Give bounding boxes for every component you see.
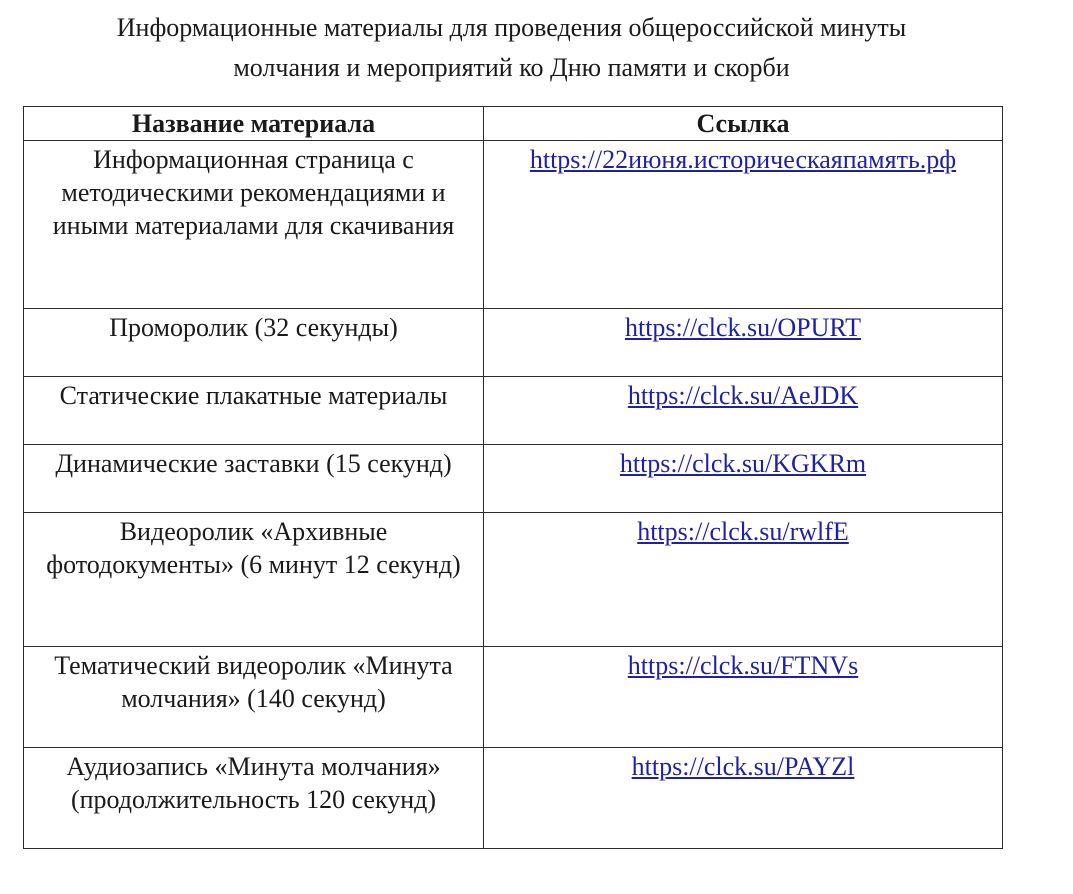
material-link[interactable]: https://22июня.историческаяпамять.рф xyxy=(529,145,957,174)
material-name-cell xyxy=(24,377,484,445)
document-title-line-1: Информационные материалы для проведения общероссийской минуты xyxy=(116,13,907,42)
material-name-cell xyxy=(24,748,484,849)
table-row xyxy=(24,647,1003,748)
material-link[interactable]: https://clck.su/FTNVs xyxy=(627,651,859,680)
header-link: Ссылка xyxy=(484,107,1003,141)
material-link[interactable]: https://clck.su/AeJDK xyxy=(627,381,859,410)
material-name-cell xyxy=(24,445,484,513)
material-link[interactable]: https://clck.su/OPURT xyxy=(624,313,862,342)
material-link-cell xyxy=(484,513,1003,647)
material-name: Тематический видеоролик «Минута молчания» (140 секунд) xyxy=(54,651,453,713)
material-name: Аудиозапись «Минута молчания» (продолжительность 120 секунд) xyxy=(66,752,441,814)
table-header-row xyxy=(24,107,1003,141)
material-name-cell xyxy=(24,647,484,748)
material-name: Проморолик (32 секунды) xyxy=(109,313,398,342)
material-name-cell xyxy=(24,513,484,647)
material-link-cell xyxy=(484,445,1003,513)
table-row xyxy=(24,513,1003,647)
table-row xyxy=(24,309,1003,377)
document-title xyxy=(0,8,1023,88)
material-link[interactable]: https://clck.su/rwlfE xyxy=(637,517,849,546)
table-row xyxy=(24,141,1003,309)
material-link[interactable]: https://clck.su/KGKRm xyxy=(619,449,867,478)
material-name: Статические плакатные материалы xyxy=(59,381,448,410)
table-row xyxy=(24,377,1003,445)
material-name: Динамические заставки (15 секунд) xyxy=(55,449,452,478)
document-title-line-2: молчания и мероприятий ко Дню памяти и скорби xyxy=(233,53,790,82)
material-name: Видеоролик «Архивные фотодокументы» (6 минут 12 секунд) xyxy=(46,517,461,579)
material-link-cell xyxy=(484,647,1003,748)
material-link-cell xyxy=(484,377,1003,445)
material-link-cell xyxy=(484,309,1003,377)
material-name-cell xyxy=(24,309,484,377)
header-material-name: Название материала xyxy=(24,107,484,141)
materials-table xyxy=(23,106,1003,849)
material-link[interactable]: https://clck.su/PAYZl xyxy=(631,752,855,781)
table-row xyxy=(24,445,1003,513)
material-link-cell xyxy=(484,141,1003,309)
table-row xyxy=(24,748,1003,849)
material-link-cell xyxy=(484,748,1003,849)
material-name-cell xyxy=(24,141,484,309)
material-name: Информационная страница с методическими рекомендациями и иными материалами для скачивания xyxy=(52,145,455,240)
